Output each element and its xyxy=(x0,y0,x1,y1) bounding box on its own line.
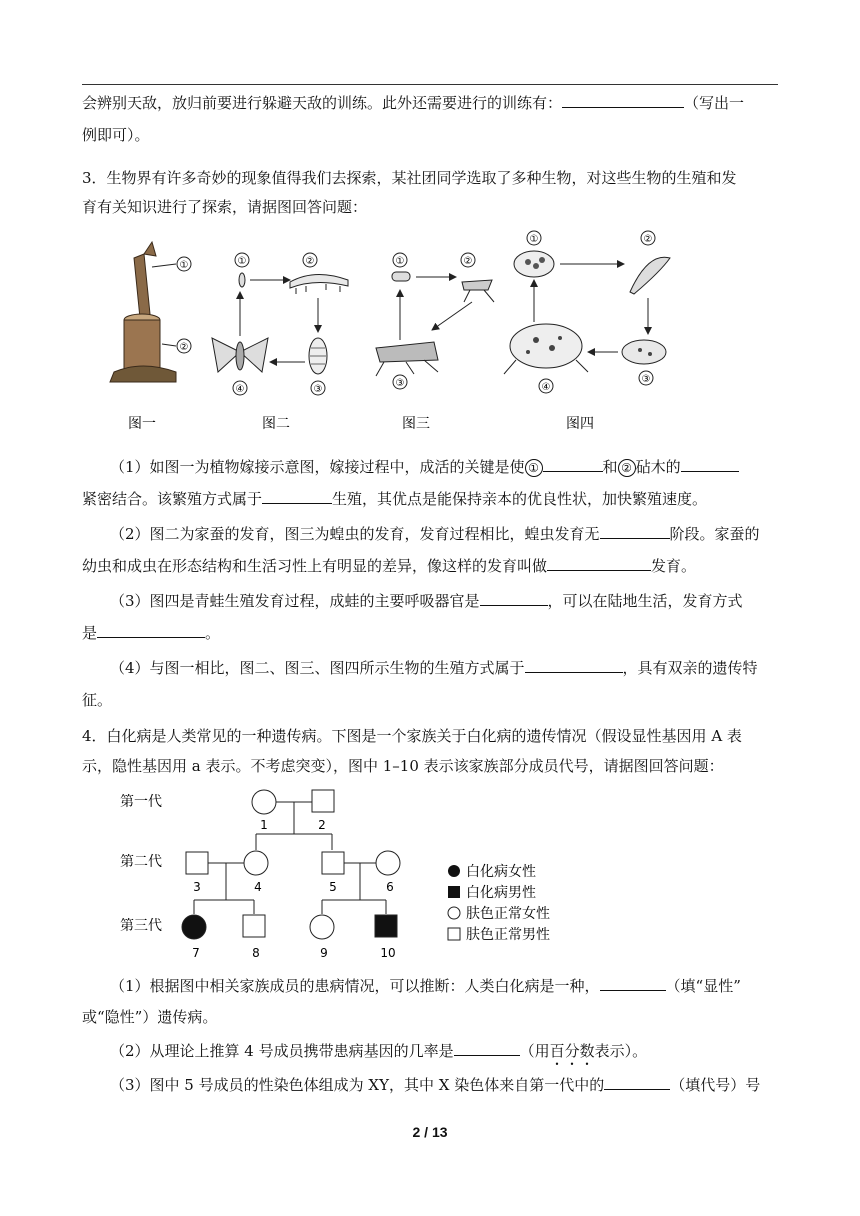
q4-p3-text-2: （填代号）号 xyxy=(670,1076,761,1094)
q4-p2-text-3: 表示）。 xyxy=(594,1042,648,1060)
q3-p1-text-3: 紧密结合。该繁殖方式属于 xyxy=(82,490,263,508)
figure-one-grafting xyxy=(110,242,191,382)
member-3 xyxy=(186,852,208,874)
answer-blank[interactable] xyxy=(600,975,666,991)
marker-2: ② xyxy=(618,459,636,477)
q4-p2-text-2: （用 xyxy=(519,1042,550,1060)
figure-two-silkworm xyxy=(212,253,348,395)
legend-normal-male: 肤色正常男性 xyxy=(466,927,550,943)
figure-label-4: 图四 xyxy=(566,416,594,432)
answer-blank[interactable] xyxy=(604,1074,670,1090)
member-9 xyxy=(310,915,334,939)
member-10-number: 10 xyxy=(380,946,396,960)
q4-p1-text: （1）根据图中相关家族成员的患病情况，可以推断：人类白化病是一种， xyxy=(110,977,600,995)
member-2-number: 2 xyxy=(318,818,326,832)
q3-part-4-line-2: 征。 xyxy=(82,691,113,709)
page-number: 2 / 13 xyxy=(412,1124,448,1140)
q3-part-2-line-1 xyxy=(110,523,778,545)
member-5-number: 5 xyxy=(329,880,337,894)
figure-four-frog xyxy=(504,231,670,393)
member-6-number: 6 xyxy=(386,880,394,894)
marker-4: ④ xyxy=(541,382,551,393)
q4-p1-text-2: （填“显性” xyxy=(665,977,741,995)
q3-part-3-line-1 xyxy=(110,590,778,612)
legend-normal-female: 肤色正常女性 xyxy=(466,906,550,922)
q3-p2-text: （2）图二为家蚕的发育，图三为蝗虫的发育，发育过程相比，蝗虫发育无 xyxy=(110,525,600,543)
member-7 xyxy=(182,915,206,939)
marker-1: ① xyxy=(529,234,539,245)
q4-part-3-line xyxy=(110,1074,778,1096)
legend-affected-female: 白化病女性 xyxy=(466,864,536,880)
figure-label-3: 图三 xyxy=(402,416,430,432)
figure-label-2: 图二 xyxy=(262,416,290,432)
q4-part-1-line-2: 或“隐性”）遗传病。 xyxy=(82,1008,218,1026)
answer-blank[interactable] xyxy=(262,488,332,504)
answer-blank[interactable] xyxy=(600,523,670,539)
marker-3: ③ xyxy=(313,384,323,395)
answer-blank[interactable] xyxy=(562,92,684,108)
q3-p2-text-3: 幼虫和成虫在形态结构和生活习性上有明显的差异，像这样的发育叫做 xyxy=(82,557,548,575)
generation-2-label: 第二代 xyxy=(120,854,162,870)
q3-part-1-line-2 xyxy=(82,488,778,510)
member-7-number: 7 xyxy=(192,946,200,960)
answer-blank[interactable] xyxy=(543,456,603,472)
q3-p3-text: （3）图四是青蛙生殖发育过程，成蛙的主要呼吸器官是 xyxy=(110,592,480,610)
q4-intro-2: 示，隐性基因用 a 表示。不考虑突变），图中 1–10 表示该家族部分成员代号，请据图回答问题： xyxy=(82,757,724,775)
figure-label-1: 图一 xyxy=(128,416,156,432)
q3-p1-and: 和 xyxy=(602,458,618,476)
member-1-number: 1 xyxy=(260,818,268,832)
marker-1: ① xyxy=(179,260,189,271)
member-3-number: 3 xyxy=(193,880,201,894)
q4-part-2-line xyxy=(110,1040,778,1069)
q3-p2-text-2: 阶段。家蚕的 xyxy=(669,525,760,543)
legend-affected-female-icon xyxy=(448,865,460,877)
q2-line-2: 例即可）。 xyxy=(82,126,150,144)
member-8-number: 8 xyxy=(252,946,260,960)
header-rule xyxy=(82,84,778,85)
answer-blank[interactable] xyxy=(97,622,205,638)
answer-blank[interactable] xyxy=(681,456,739,472)
member-2 xyxy=(312,790,334,812)
generation-1-label: 第一代 xyxy=(120,794,162,810)
marker-1: ① xyxy=(525,459,543,477)
q3-p3-text-2: ，可以在陆地生活，发育方式 xyxy=(547,592,743,610)
member-6 xyxy=(376,851,400,875)
member-10 xyxy=(375,915,397,937)
legend-normal-female-icon xyxy=(448,907,460,919)
reproduction-figure xyxy=(100,222,700,442)
figure-three-locust xyxy=(376,253,494,389)
legend-affected-male: 白化病男性 xyxy=(466,885,536,901)
answer-blank[interactable] xyxy=(454,1040,520,1056)
q3-p4-text-2: ，具有双亲的遗传特 xyxy=(622,659,758,677)
marker-2: ② xyxy=(643,234,653,245)
member-8 xyxy=(243,915,265,937)
marker-1: ① xyxy=(395,256,405,267)
q2-line-1 xyxy=(82,92,778,114)
q2-text-end: （写出一 xyxy=(684,94,745,112)
q3-p3-text-4: 。 xyxy=(205,624,221,642)
q3-p2-text-4: 发育。 xyxy=(651,557,697,575)
q3-p4-text: （4）与图一相比，图二、图三、图四所示生物的生殖方式属于 xyxy=(110,659,525,677)
q3-p1-text-4: 生殖，其优点是能保持亲本的优良性状，加快繁殖速度。 xyxy=(332,490,708,508)
q3-part-4-line-1 xyxy=(110,657,778,679)
pedigree-chart xyxy=(110,782,590,962)
answer-blank[interactable] xyxy=(525,657,623,673)
q3-intro-1: 3．生物界有许多奇妙的现象值得我们去探索，某社团同学选取了多种生物，对这些生物的生殖和发 xyxy=(82,169,737,187)
q4-p3-text: （3）图中 5 号成员的性染色体组成为 XY，其中 X 染色体来自第一代中的 xyxy=(110,1076,605,1094)
q3-p1-text: （1）如图一为植物嫁接示意图，嫁接过程中，成活的关键是使 xyxy=(110,458,525,476)
q3-intro-2: 育有关知识进行了探索，请据图回答问题： xyxy=(82,198,368,216)
q3-part-1-line-1 xyxy=(110,456,778,478)
q2-text: 会辨别天敌，放归前要进行躲避天敌的训练。此外还需要进行的训练有： xyxy=(82,94,563,112)
marker-2: ② xyxy=(305,256,315,267)
q4-p2-text: （2）从理论上推算 4 号成员携带患病基因的几率是 xyxy=(110,1042,454,1060)
member-4 xyxy=(244,851,268,875)
marker-4: ④ xyxy=(235,384,245,395)
q3-p3-text-3: 是 xyxy=(82,624,98,642)
q3-p1-text-2: 砧木的 xyxy=(635,458,681,476)
q3-part-2-line-2 xyxy=(82,555,778,577)
legend-normal-male-icon xyxy=(448,928,460,940)
legend-affected-male-icon xyxy=(448,886,460,898)
answer-blank[interactable] xyxy=(480,590,548,606)
marker-2: ② xyxy=(179,342,189,353)
member-5 xyxy=(322,852,344,874)
member-1 xyxy=(252,790,276,814)
q4-intro-1: 4．白化病是人类常见的一种遗传病。下图是一个家族关于白化病的遗传情况（假设显性基因用 A 表 xyxy=(82,727,742,745)
answer-blank[interactable] xyxy=(547,555,651,571)
marker-1: ① xyxy=(237,256,247,267)
marker-2: ② xyxy=(463,256,473,267)
q3-part-3-line-2 xyxy=(82,622,778,644)
q4-part-1-line-1 xyxy=(110,975,778,997)
marker-3: ③ xyxy=(641,374,651,385)
generation-3-label: 第三代 xyxy=(120,918,162,934)
member-4-number: 4 xyxy=(254,880,262,894)
marker-3: ③ xyxy=(395,378,405,389)
member-9-number: 9 xyxy=(320,946,328,960)
q4-p2-emphasis: 百分数 xyxy=(549,1042,595,1060)
